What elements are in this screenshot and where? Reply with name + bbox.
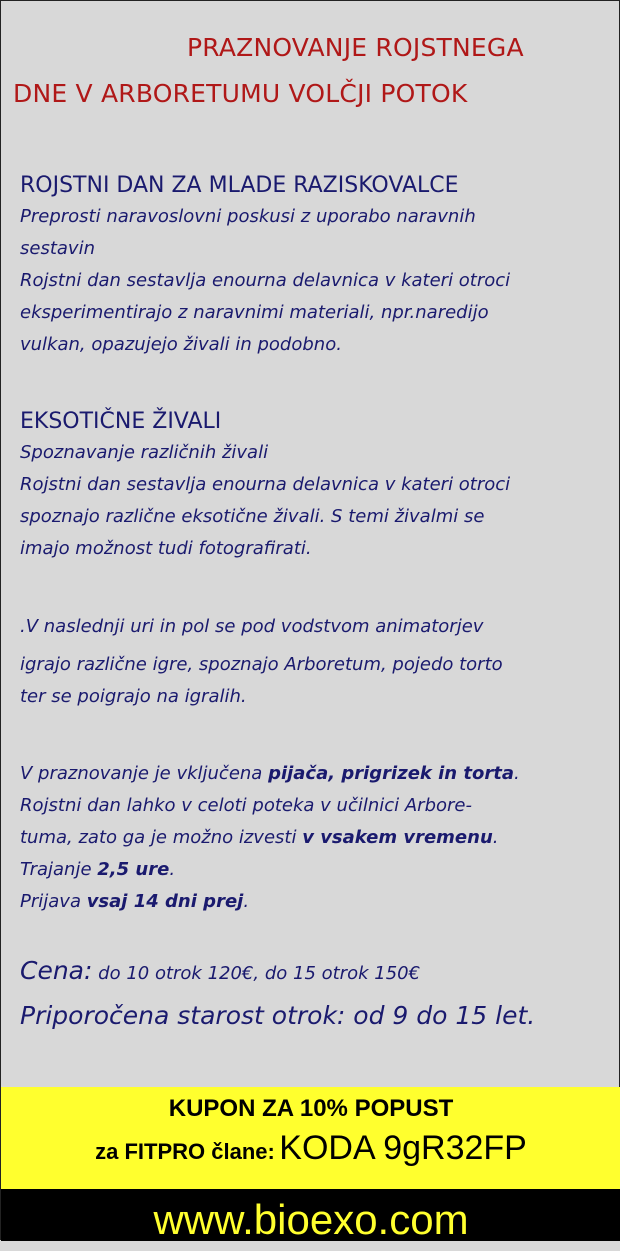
punctuation: . [492,827,499,848]
page-title-line2: DNE V ARBORETUMU VOLČJI POTOK [13,79,468,108]
coupon-member-label: za FITPRO člane: [95,1139,275,1164]
section-body: spoznajo različne eksotične živali. S temi živalmi se [20,506,485,527]
website-link[interactable]: www.bioexo.com [153,1196,469,1243]
section-body: Rojstni dan sestavlja enourna delavnica v kateri otroci [20,474,511,495]
age-recommendation: Priporočena starost otrok: od 9 do 15 let. [20,1001,536,1030]
section-heading: ROJSTNI DAN ZA MLADE RAZISKOVALCE [20,173,459,198]
section-body: igrajo različne igre, spoznajo Arboretum, pojedo torto [20,654,503,675]
price-value: do 10 otrok 120€, do 15 otrok 150€ [92,963,421,984]
signup-value: vsaj 14 dni prej [86,891,244,912]
price-line [20,956,420,985]
section-body: Rojstni dan sestavlja enourna delavnica v kateri otroci [20,270,511,291]
page-title-line1: PRAZNOVANJE ROJSTNEGA [187,33,524,62]
weather-text: tuma, zato ga je možno izvesti [20,827,303,848]
punctuation: . [243,891,250,912]
included-items: pijača, prigrizek in torta [268,763,514,784]
signup-line [20,886,620,918]
section-body: imajo možnost tudi fotografirati. [20,538,312,559]
punctuation: . [514,763,520,784]
included-text: V praznovanje je vključena [20,763,269,784]
section-body: eksperimentirajo z naravnimi materiali, npr.naredijo [20,302,489,323]
weather-highlight: v vsakem vremenu [302,827,493,848]
section-subtitle: Preprosti naravoslovni poskusi z uporabo naravnih [20,206,476,227]
coupon-code-line [1,1129,620,1168]
coupon-code: KODA 9gR32FP [279,1129,527,1167]
location-line: Rojstni dan lahko v celoti poteka v učilnici Arbore- [20,795,472,816]
duration-line [20,854,620,886]
duration-value: 2,5 ure [97,859,170,880]
section-heading: EKSOTIČNE ŽIVALI [20,409,222,434]
section-body: vulkan, opazujejo živali in podobno. [20,334,342,355]
section-body: ter se poigrajo na igralih. [20,686,247,707]
section-details [20,758,620,918]
punctuation: . [169,859,176,880]
duration-label: Trajanje [20,859,98,880]
coupon-banner [1,1087,620,1189]
weather-line [20,822,620,854]
footer-bar [1,1189,620,1241]
section-young-researchers [20,171,620,361]
section-program [20,611,620,713]
section-subtitle: sestavin [20,238,95,259]
coupon-headline: KUPON ZA 10% POPUST [168,1095,454,1122]
signup-label: Prijava [20,891,87,912]
price-label: Cena: [20,956,93,985]
section-subtitle: Spoznavanje različnih živali [20,442,269,463]
section-body: .V naslednji uri in pol se pod vodstvom animatorjev [20,616,484,637]
section-exotic-animals [20,407,620,565]
included-line [20,758,620,790]
